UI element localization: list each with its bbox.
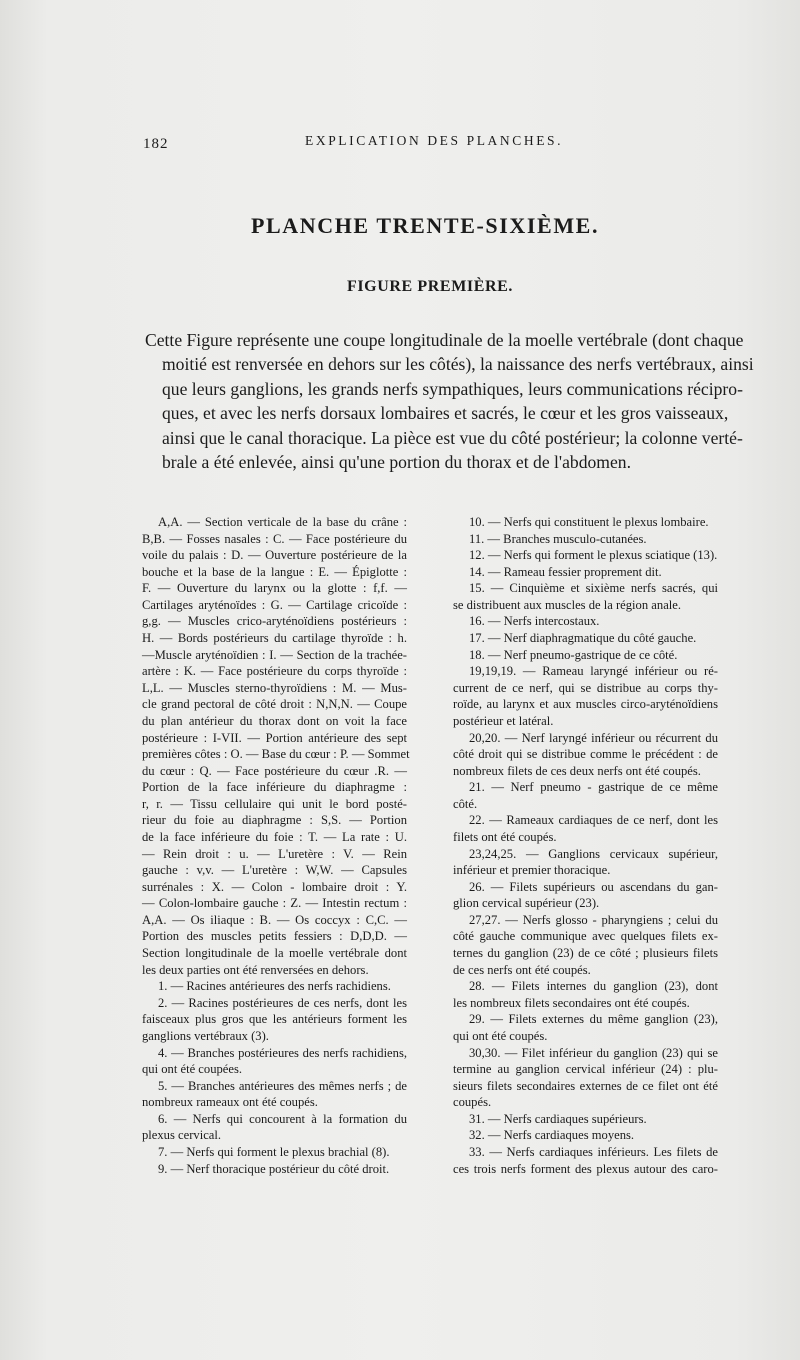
legend-line: 7. — Nerfs qui forment le plexus brachial (8).: [158, 1144, 390, 1159]
intro-line: Cette Figure représente une coupe longitudinale de la moelle vertébrale (dont chaque: [145, 330, 744, 350]
legend-line: 19,19,19. — Rameau laryngé inférieur ou ré-: [469, 664, 718, 679]
legend-line: 12. — Nerfs qui forment le plexus sciatique (13).: [469, 548, 718, 563]
legend-line: 4. — Branches postérieures des nerfs rachidiens,: [158, 1045, 407, 1060]
legend-line: 21. — Nerf pneumo - gastrique de ce même: [469, 780, 718, 795]
intro-line: ainsi que le canal thoracique. La pièce est vue du côté postérieur; la colonne verté-: [162, 427, 743, 448]
legend-line: plexus cervical.: [142, 1128, 222, 1143]
legend-line: 17. — Nerf diaphragmatique du côté gauche.: [469, 631, 697, 646]
legend-line: 27,27. — Nerfs glosso - pharyngiens ; celui du: [469, 912, 718, 927]
figure-title: FIGURE PREMIÈRE.: [346, 278, 514, 295]
legend-line: roïde, au larynx et aux muscles circo-aryténoïdiens: [453, 697, 718, 712]
legend-line: sieurs filets secondaires externes de ce filet ont été: [453, 1078, 718, 1093]
legend-line: filets ont été coupés.: [453, 829, 557, 844]
legend-line: L,L. — Muscles sterno-thyroïdiens : M. — Mus-: [142, 680, 407, 695]
legend-line: premières côtes : O. — Base du cœur : P. — Sommet: [142, 747, 410, 762]
legend-line: du cœur : Q. — Face postérieure du cœur .R. —: [142, 763, 407, 778]
legend-line: Portion de la face inférieure du diaphragme :: [142, 780, 407, 795]
legend-line: B,B. — Fosses nasales : C. — Face postérieure du: [142, 531, 407, 546]
intro-line: que leurs ganglions, les grands nerfs sympathiques, leurs communications récipro-: [162, 378, 743, 399]
legend-line: 26. — Filets supérieurs ou ascendans du gan-: [469, 879, 718, 894]
legend-line: 9. — Nerf thoracique postérieur du côté droit.: [158, 1161, 390, 1176]
legend-line: — Rein droit : u. — L'uretère : V. — Rein: [142, 846, 407, 861]
legend-line: rieur du foie au diaphragme : S,S. — Portion: [142, 813, 407, 828]
legend-line: 15. — Cinquième et sixième nerfs sacrés, qui: [469, 581, 718, 596]
intro-line: ques, et avec les nerfs dorsaux lombaires et sacrés, le cœur et les gros vaisseaux,: [162, 403, 729, 424]
legend-line: glion cervical supérieur (23).: [453, 896, 600, 911]
right-legend-column: [453, 514, 718, 1177]
legend-line: 30,30. — Filet inférieur du ganglion (23) qui se: [469, 1045, 718, 1060]
legend-line: du plan antérieur du thorax dont on voit la face: [142, 713, 407, 728]
legend-line: 20,20. — Nerf laryngé inférieur ou récurrent du: [469, 730, 718, 745]
legend-line: postérieur et latéral.: [453, 713, 554, 728]
legend-line: g,g. — Muscles crico-aryténoïdiens postérieurs :: [142, 614, 407, 629]
legend-line: nombreux rameaux ont été coupés.: [142, 1095, 318, 1110]
legend-line: surrénales : X. — Colon - lombaire droit : Y.: [142, 879, 407, 894]
legend-line: se distribuent aux muscles de la région anale.: [453, 597, 682, 612]
legend-line: 16. — Nerfs intercostaux.: [469, 614, 600, 629]
legend-line: Portion des muscles petits fessiers : D,D,D. —: [142, 929, 407, 944]
plate-title: PLANCHE TRENTE-SIXIÈME.: [250, 213, 600, 238]
legend-line: 5. — Branches antérieures des mêmes nerfs ; de: [158, 1078, 407, 1093]
legend-line: gauche : v,v. — L'uretère : W,W. — Capsules: [142, 863, 407, 878]
legend-line: 33. — Nerfs cardiaques inférieurs. Les filets de: [469, 1144, 718, 1159]
legend-line: 18. — Nerf pneumo-gastrique de ce côté.: [469, 647, 678, 662]
legend-line: les nombreux filets secondaires ont été coupés.: [453, 995, 690, 1010]
legend-line: 23,24,25. — Ganglions cervicaux supérieur,: [469, 846, 718, 861]
legend-line: — Colon-lombaire gauche : Z. — Intestin rectum :: [142, 896, 407, 911]
legend-line: coupés.: [453, 1095, 492, 1110]
legend-line: A,A. — Os iliaque : B. — Os coccyx : C,C. —: [142, 912, 407, 927]
legend-line: 1. — Racines antérieures des nerfs rachidiens.: [158, 979, 391, 994]
legend-line: 31. — Nerfs cardiaques supérieurs.: [469, 1111, 647, 1126]
running-head: EXPLICATION DES PLANCHES.: [305, 133, 564, 148]
legend-line: Section longitudinale de la moelle vertébrale dont: [142, 946, 407, 961]
legend-line: 2. — Racines postérieures de ces nerfs, dont les: [158, 995, 407, 1010]
legend-line: côté gauche communique avec quelques filets ex-: [453, 929, 718, 944]
legend-line: bouche et la base de la langue : E. — Épiglotte :: [142, 564, 407, 579]
legend-line: qui ont été coupées.: [142, 1062, 243, 1077]
intro-line: brale a été enlevée, ainsi qu'une portion du thorax et de l'abdomen.: [162, 452, 631, 473]
legend-line: voile du palais : D. — Ouverture postérieure de la: [142, 548, 407, 563]
legend-line: postérieure : I-VII. — Portion antérieure des sept: [142, 730, 407, 745]
legend-line: 22. — Rameaux cardiaques de ce nerf, dont les: [469, 813, 718, 828]
legend-line: les deux parties ont été renversées en dehors.: [142, 962, 369, 977]
figure-title-container: [0, 278, 800, 296]
legend-line: current de ce nerf, qui se distribue au corps thy-: [453, 680, 718, 695]
left-legend-column: [142, 514, 410, 1177]
legend-line: qui ont été coupés.: [453, 1028, 548, 1043]
legend-line: 6. — Nerfs qui concourent à la formation du: [158, 1111, 407, 1126]
legend-line: ganglions vertébraux (3).: [142, 1028, 269, 1043]
legend-line: H. — Bords postérieurs du cartilage thyroïde : h.: [142, 631, 407, 646]
legend-line: cle grand pectoral de côté droit : N,N,N. — Coupe: [142, 697, 407, 712]
legend-line: ternes du ganglion (23) de ce côté ; plusieurs filets: [453, 946, 718, 961]
legend-line: côté droit qui se distribue comme le précédent : de: [453, 747, 718, 762]
legend-line: de ces nerfs ont été coupés.: [453, 962, 591, 977]
legend-line: 29. — Filets externes du même ganglion (23),: [469, 1012, 718, 1027]
legend-line: nombreux filets de ces deux nerfs ont été coupés.: [453, 763, 701, 778]
legend-line: ces trois nerfs forment des plexus autour des caro-: [453, 1161, 718, 1176]
legend-line: côté.: [453, 796, 478, 811]
legend-line: faisceaux plus gros que les antérieurs forment les: [142, 1012, 407, 1027]
legend-line: de la face inférieure du foie : T. — La rate : U.: [142, 829, 407, 844]
legend-line: —Muscle aryténoïdien : I. — Section de la trachée-: [142, 647, 407, 662]
legend-line: 28. — Filets internes du ganglion (23), dont: [469, 979, 718, 994]
legend-line: A,A. — Section verticale de la base du crâne :: [158, 515, 407, 529]
legend-line: r, r. — Tissu cellulaire qui unit le bord posté-: [142, 796, 407, 811]
legend-line: 11. — Branches musculo-cutanées.: [469, 531, 647, 546]
legend-line: artère : K. — Face postérieure du corps thyroïde :: [142, 664, 407, 679]
legend-line: 10. — Nerfs qui constituent le plexus lombaire.: [469, 515, 709, 529]
legend-line: F. — Ouverture du larynx ou la glotte : f,f. —: [142, 581, 407, 596]
page-number: 182: [143, 136, 169, 152]
intro-paragraph: [145, 328, 754, 474]
legend-line: inférieur et premier thoracique.: [453, 863, 611, 878]
legend-line: Cartilages aryténoïdes : G. — Cartilage cricoïde :: [142, 597, 407, 612]
intro-line: moitié est renversée en dehors sur les côtés), la naissance des nerfs vertébraux, ainsi: [162, 354, 754, 375]
legend-line: termine au ganglion cervical inférieur (24) : plu-: [453, 1062, 718, 1077]
legend-line: 32. — Nerfs cardiaques moyens.: [469, 1128, 635, 1143]
legend-line: 14. — Rameau fessier proprement dit.: [469, 564, 662, 579]
plate-title-container: [0, 213, 800, 239]
